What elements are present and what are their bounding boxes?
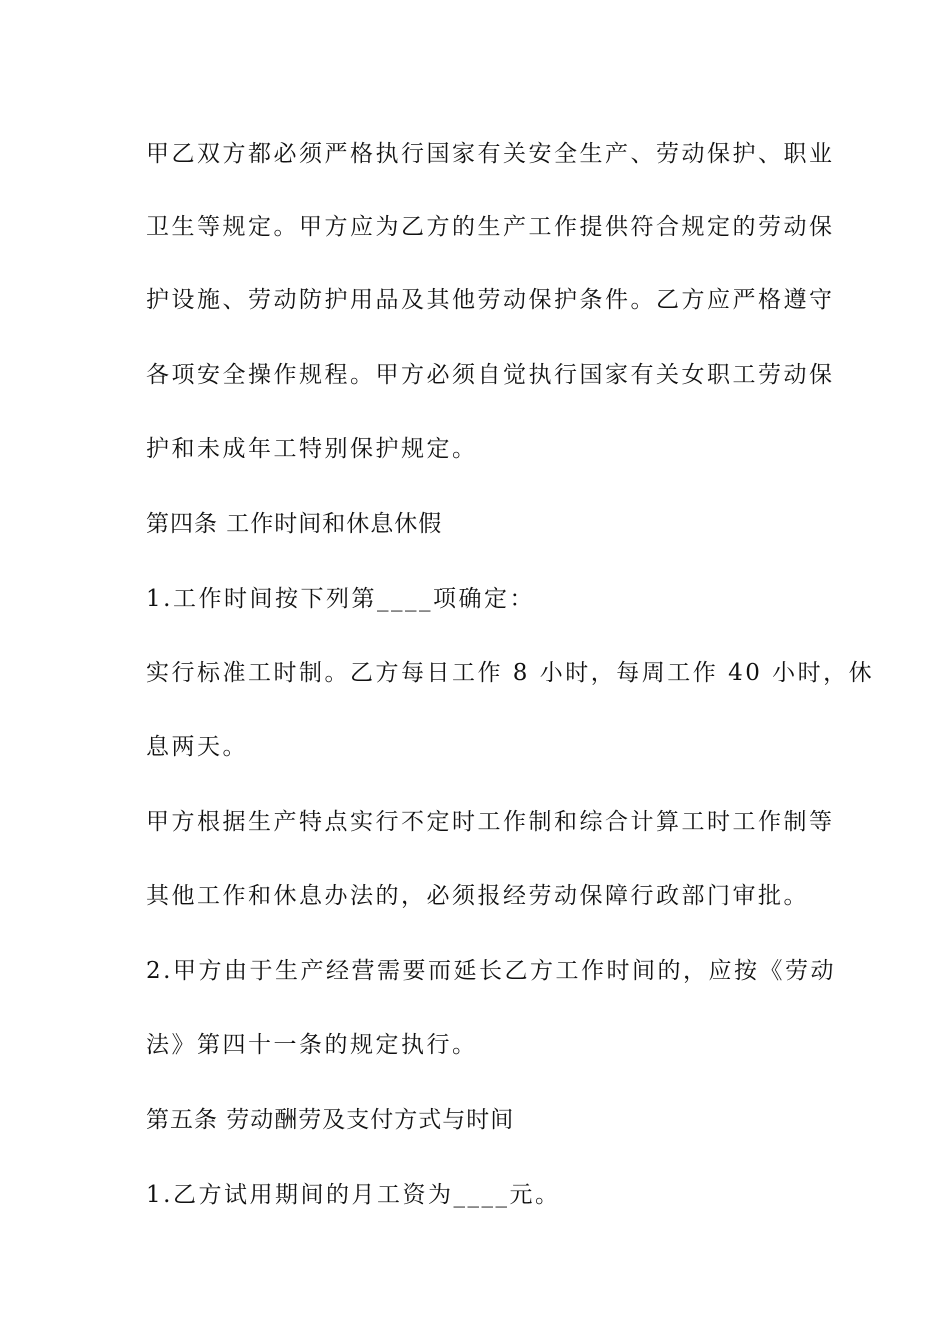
paragraph-line: 实行标准工时制。乙方每日工作 8 小时，每周工作 40 小时，休: [146, 660, 875, 686]
paragraph-line: 息两天。: [146, 734, 248, 760]
paragraph-line: 甲方根据生产特点实行不定时工作制和综合计算工时工作制等: [146, 809, 835, 835]
section-heading-article-5: 第五条 劳动酬劳及支付方式与时间: [146, 1107, 515, 1133]
paragraph-line: 甲乙双方都必须严格执行国家有关安全生产、劳动保护、职业: [146, 141, 835, 167]
paragraph-line: 其他工作和休息办法的，必须报经劳动保障行政部门审批。: [146, 883, 809, 909]
paragraph-line: 护设施、劳动防护用品及其他劳动保护条件。乙方应严格遵守: [146, 287, 835, 313]
paragraph-line: 各项安全操作规程。甲方必须自觉执行国家有关女职工劳动保: [146, 362, 835, 388]
clause-line: 1.工作时间按下列第____项确定：: [146, 586, 535, 612]
clause-line: 1.乙方试用期间的月工资为____元。: [146, 1182, 561, 1208]
paragraph-line: 护和未成年工特别保护规定。: [146, 436, 478, 462]
paragraph-line: 法》第四十一条的规定执行。: [146, 1032, 478, 1058]
clause-line: 2.甲方由于生产经营需要而延长乙方工作时间的，应按《劳动: [146, 958, 836, 984]
paragraph-line: 卫生等规定。甲方应为乙方的生产工作提供符合规定的劳动保: [146, 214, 835, 240]
section-heading-article-4: 第四条 工作时间和休息休假: [146, 511, 443, 537]
